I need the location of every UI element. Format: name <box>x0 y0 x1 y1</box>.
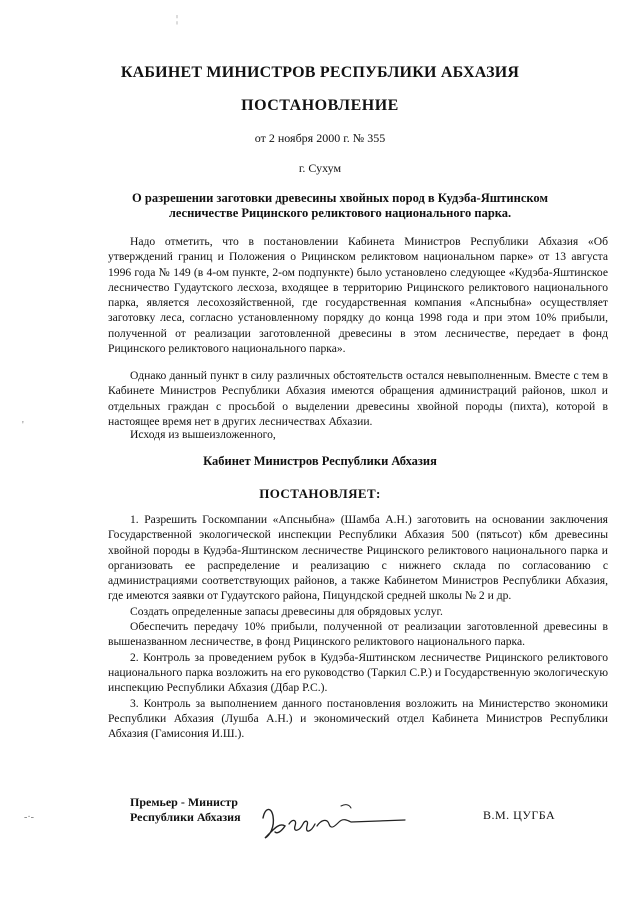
preamble-paragraph <box>108 368 608 429</box>
preamble-text: Надо отметить, что в постановлении Кабинета Министров Республики Абхазия «Об утверждений границ и Положения о Рицинском реликтовом национальном парке» от 13 августа 1996 года № 149 (в 4-ом пункте, 2-ом подпункте) было установлено следующее «Кудэба-Яштинское лесничество Гудаутского лесхоза, входящее в территорию Рицинского реликтового национального парка, является лесохозяйственной, где государственная компания «Апсныбна» осуществляет заготовку леса, согласно установленному порядку до конца 1998 года и при этом 10% прибыли, полученной от реализации заготовленной древесины в этом лесничестве, передает в фонд Рицинского реликтового национального парка». <box>108 235 608 356</box>
organization-title: КАБИНЕТ МИНИСТРОВ РЕСПУБЛИКИ АБХАЗИЯ <box>120 64 520 81</box>
decree-item: Создать определенные запасы древесины для обрядовых услуг. <box>130 604 443 618</box>
preamble-paragraph <box>108 427 608 442</box>
preamble-text: Исходя из вышеизложенного, <box>130 428 276 441</box>
decree-item: 1. Разрешить Госкомпании «Апсныбна» (Шамба А.Н.) заготовить на основании заключения Государственной экологической инспекции Республики Абхазия 500 (пятьсот) кбм древесины хвойной породы в Кудэба-Яштинском лесничестве Рицинского реликтового национального парка и организовать ее распределение и реализацию с нижнего склада по согласованию с администрациями соответствующих районов, а также Кабинетом Министров Республики Абхазия, где имеются заявки от Гудаутского района, Пицундской средней школы № 2 и др. <box>108 513 608 603</box>
signatory-name: В.М. ЦУГБА <box>483 808 556 822</box>
place-of-issue: г. Сухум <box>298 161 342 175</box>
scan-mark: -·- <box>24 812 34 823</box>
decree-item: 2. Контроль за проведением рубок в Кудэба-Яштинском лесничестве Рицинского реликтового национального парка возложить на его руководство (Таркил С.Р.) и Государственную экологическую инспекцию Республики Абхазия (Дбар Р.С.). <box>108 650 608 695</box>
decree-heading: ПОСТАНОВЛЯЕТ: <box>259 486 381 501</box>
cabinet-heading: Кабинет Министров Республики Абхазия <box>203 454 437 468</box>
handwritten-signature <box>255 796 415 846</box>
decree-item: 3. Контроль за выполнением данного постановления возложить на Министерство экономики Республики Абхазия (Лушба А.Н.) и экономический отдел Кабинета Министров Республики Абхазия (Гамисония И.Ш.). <box>108 696 608 741</box>
preamble-text: Однако данный пункт в силу различных обстоятельств остался невыполненным. Вместе с тем в Кабинете Министров Республики Абхазия имеются обращения администраций районов, школ и отдельных граждан с просьбой о выделении древесины хвойной породы (пихта), которой в настоящее время нет в других лесничествах Абхазии. <box>108 369 608 428</box>
scan-mark: ¦ <box>176 14 179 25</box>
document-subject: О разрешении заготовки древесины хвойных пород в Кудэба-Яштинском лесничестве Рицинского реликтового национального парка. <box>132 191 548 220</box>
decree-items <box>108 512 608 741</box>
signatory-title-line: Республики Абхазия <box>130 810 241 824</box>
document-type-title: ПОСТАНОВЛЕНИЕ <box>241 97 399 114</box>
scan-mark: ' <box>22 420 24 431</box>
preamble-paragraph <box>108 234 608 356</box>
signatory-title-line: Премьер - Министр <box>130 795 238 809</box>
date-and-number: от 2 ноября 2000 г. № 355 <box>254 131 386 145</box>
signatory-title <box>130 795 241 825</box>
decree-item: Обеспечить передачу 10% прибыли, полученной от реализации заготовленной древесины в вышеназванном лесничестве, в фонд Рицинского реликтового национального парка. <box>108 620 608 649</box>
